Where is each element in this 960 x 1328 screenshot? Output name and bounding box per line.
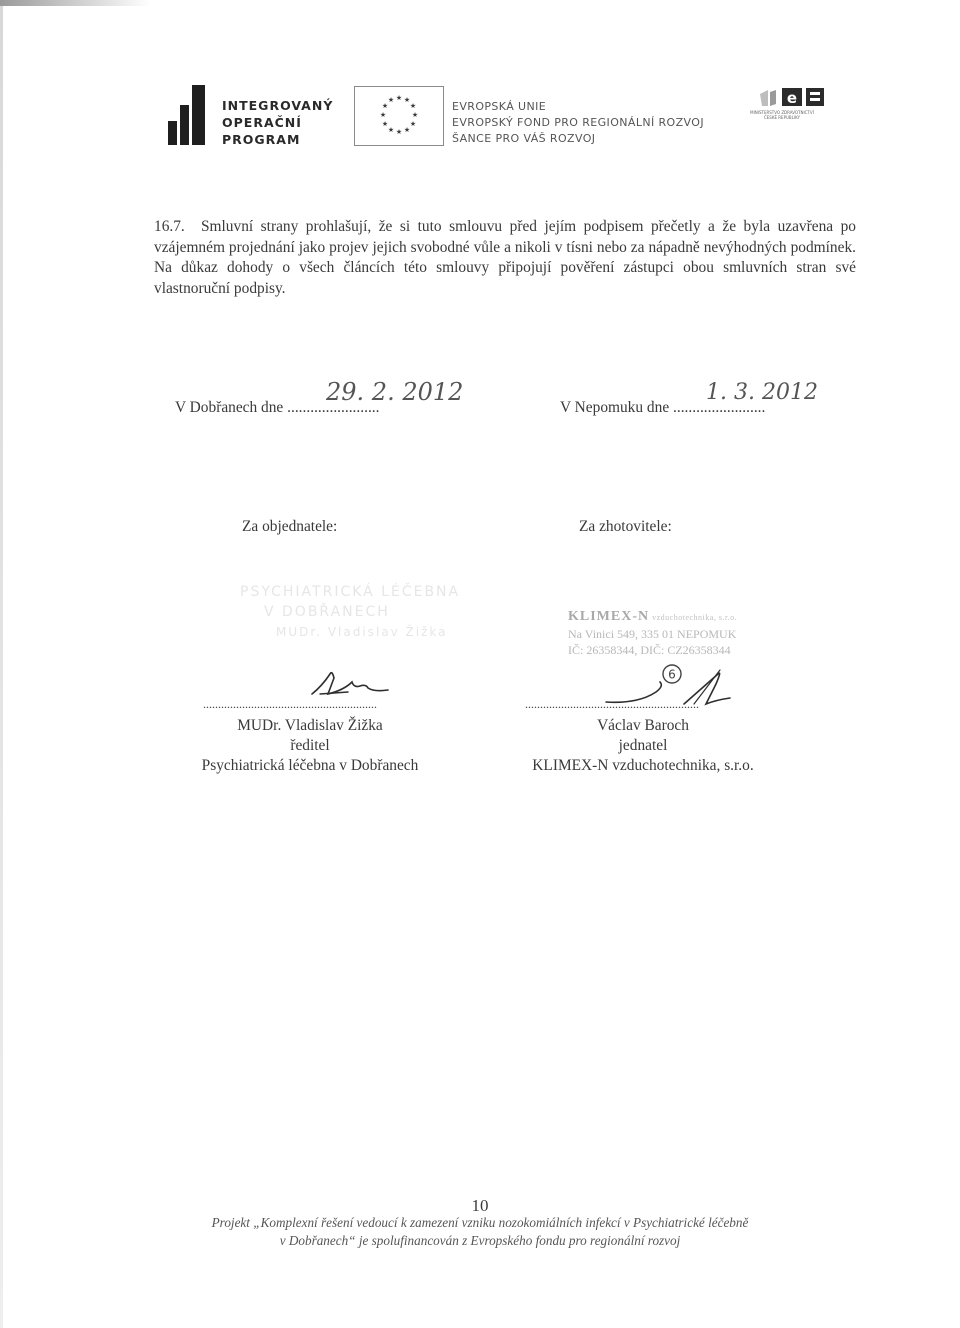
signatory-right-role: jednatel bbox=[618, 737, 668, 754]
eu-flag-icon bbox=[354, 86, 444, 146]
eu-line-3: ŠANCE PRO VÁŠ ROZVOJ bbox=[452, 132, 596, 145]
svg-text:★: ★ bbox=[381, 120, 389, 128]
iop-line-1: INTEGROVANÝ bbox=[222, 98, 334, 113]
stamp-left-line-2: V DOBŘANECH bbox=[264, 604, 390, 620]
party-right-label: Za zhotovitele: bbox=[579, 518, 672, 535]
svg-text:★: ★ bbox=[409, 120, 417, 128]
svg-text:★: ★ bbox=[381, 102, 389, 110]
stamp-right-line-2: Na Vinici 549, 335 01 NEPOMUK bbox=[568, 627, 737, 641]
stamp-right-line-3: IČ: 26358344, DIČ: CZ26358344 bbox=[568, 643, 731, 657]
footer-line-1: Projekt „Komplexní řešení vedoucí k zamezení vzniku nozokomiálních infekcí v Psychiatrické léčebně bbox=[211, 1215, 749, 1230]
stamp-number: 6 bbox=[668, 667, 676, 682]
signature-left-icon bbox=[308, 664, 398, 700]
date-right-dots: ........................ bbox=[673, 399, 766, 416]
ministry-line-2: ČESKÉ REPUBLIKY bbox=[763, 115, 800, 120]
svg-text:★: ★ bbox=[379, 111, 387, 119]
clause-number: 16.7. bbox=[154, 218, 185, 235]
signatory-left-role: ředitel bbox=[290, 737, 330, 754]
clause-paragraph bbox=[154, 217, 856, 299]
party-left-label: Za objednatele: bbox=[242, 518, 338, 535]
iop-line-2: OPERAČNÍ bbox=[222, 115, 302, 130]
eu-line-1: EVROPSKÁ UNIE bbox=[452, 100, 547, 113]
date-right-label: V Nepomuku dne bbox=[560, 399, 670, 416]
date-left-label: V Dobřanech dne bbox=[175, 399, 284, 416]
scan-edge-top bbox=[0, 0, 150, 6]
signatory-left-organization: Psychiatrická léčebna v Dobřanech bbox=[201, 757, 419, 774]
clause-text: Smluvní strany prohlašují, že si tuto smlouvu před jejím podpisem přečetly a že byla uzavřena po vzájemném projednání jako projev jejich svobodné vůle a nikoli v tísni nebo za nápadně nevýhodných podmínek. Na důkaz dohody o všech článcích této smlouvy připojují pověření zástupci obou smluvních stran své vlastnoruční podpisy. bbox=[154, 218, 856, 297]
stamp-left bbox=[240, 582, 480, 642]
svg-text:★: ★ bbox=[409, 102, 417, 110]
signature-line-right: .......................................................... bbox=[525, 697, 699, 711]
stamp-right bbox=[568, 608, 788, 658]
stamp-left-line-1: PSYCHIATRICKÁ LÉČEBNA bbox=[240, 584, 461, 600]
signatory-right-organization: KLIMEX-N vzduchotechnika, s.r.o. bbox=[532, 757, 754, 774]
svg-text:★: ★ bbox=[403, 126, 411, 134]
eu-logo-text bbox=[452, 99, 704, 147]
date-left-dots: ........................ bbox=[287, 399, 380, 416]
page-number: 10 bbox=[471, 1196, 489, 1215]
signature-line-left: .......................................................... bbox=[203, 697, 377, 711]
footer-note bbox=[0, 1214, 960, 1250]
iop-bars-icon bbox=[168, 85, 208, 145]
svg-text:★: ★ bbox=[387, 126, 395, 134]
signatory-right-name: Václav Baroch bbox=[597, 717, 689, 734]
svg-text:★: ★ bbox=[403, 96, 411, 104]
signatory-left-name: MUDr. Vladislav Žižka bbox=[237, 717, 383, 734]
signatory-left bbox=[160, 716, 460, 776]
stamp-left-line-3: MUDr. Vladislav Žižka bbox=[276, 625, 448, 639]
ministry-logo-caption bbox=[734, 110, 830, 120]
svg-text:★: ★ bbox=[395, 94, 403, 102]
svg-text:★: ★ bbox=[395, 128, 403, 136]
footer-line-2: v Dobřanech“ je spolufinancován z Evropského fondu pro regionální rozvoj bbox=[279, 1233, 681, 1248]
iop-logo-text bbox=[222, 97, 333, 148]
ministry-line-1: MINISTERSTVO ZDRAVOTNICTVÍ bbox=[750, 110, 814, 115]
svg-text:★: ★ bbox=[387, 96, 395, 104]
svg-text:★: ★ bbox=[411, 111, 419, 119]
iop-line-3: PROGRAM bbox=[222, 132, 301, 147]
scan-edge-left bbox=[0, 0, 3, 1328]
stamp-right-brand-suffix: vzduchotechnika, s.r.o. bbox=[652, 613, 738, 622]
date-left-handwritten: 29. 2. 2012 bbox=[326, 378, 464, 406]
date-right-handwritten: 1. 3. 2012 bbox=[706, 380, 818, 405]
svg-text:e: e bbox=[786, 89, 798, 107]
eu-line-2: EVROPSKÝ FOND PRO REGIONÁLNÍ ROZVOJ bbox=[452, 116, 704, 129]
stamp-right-brand: KLIMEX-N bbox=[568, 609, 650, 624]
signatory-right bbox=[500, 716, 786, 776]
